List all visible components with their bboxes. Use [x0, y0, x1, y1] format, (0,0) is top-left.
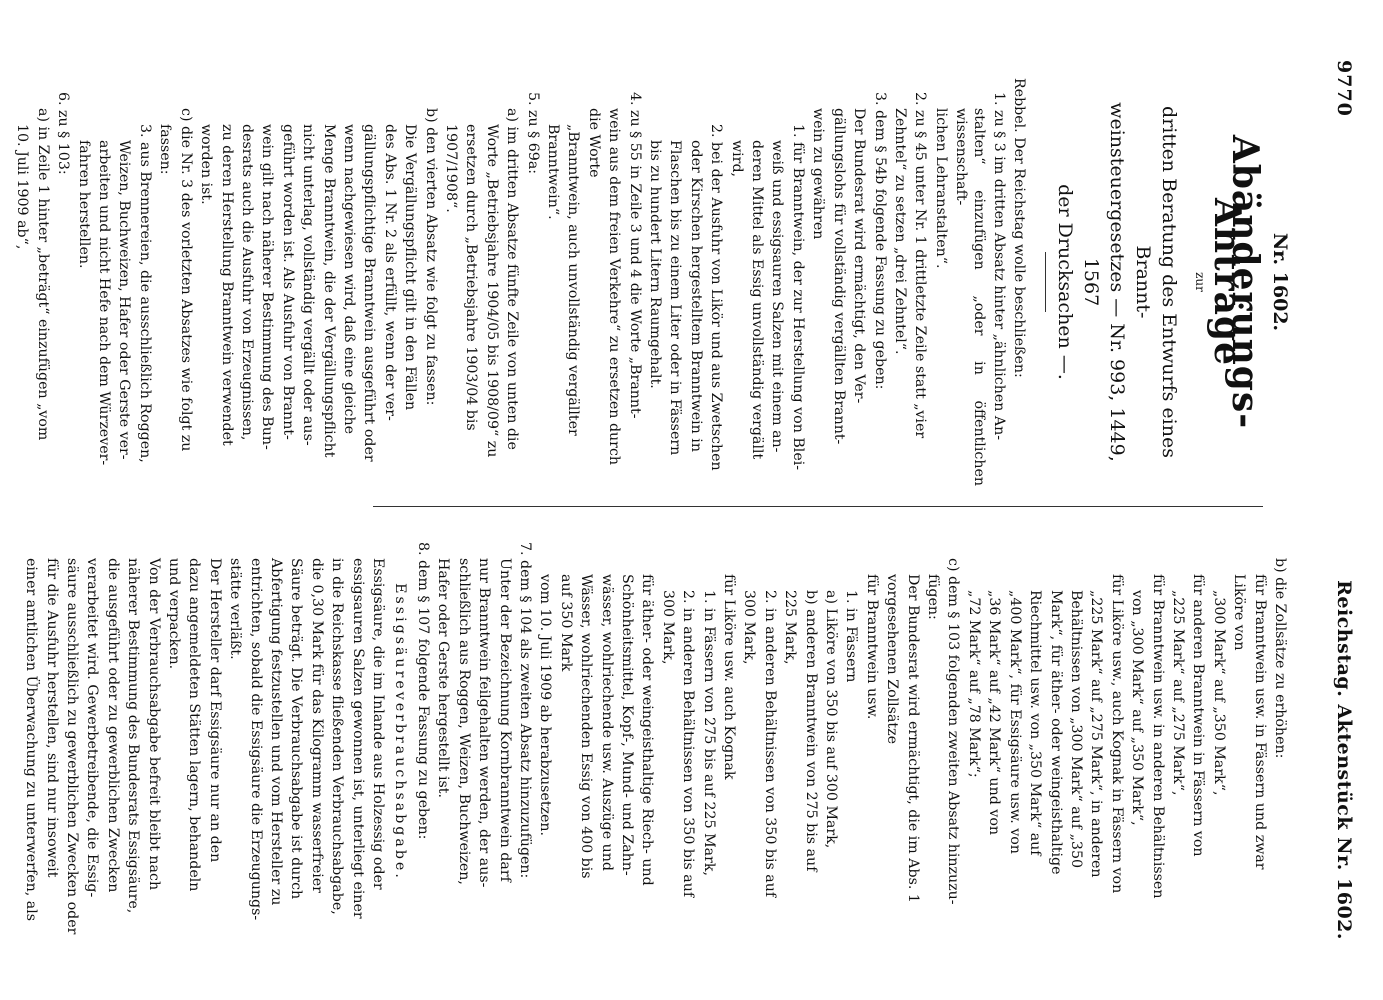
left-text-line: arbeiten und nicht Hefe nach dem Würzever-: [96, 140, 113, 466]
right-text-line: dazu angemeldeten Stätten lagern, behandeln: [186, 558, 203, 892]
title-rule: [1045, 252, 1046, 312]
right-text-line: die ausgeführt oder zu gewerblichen Zwecken: [104, 558, 121, 893]
right-text-line: Liköre von: [1231, 574, 1248, 651]
right-text-line: für anderen Branntwein in Fässern von: [1190, 574, 1207, 857]
right-text-line: verarbeitet wird. Gewerbetreibende, die Essig-: [84, 558, 101, 898]
right-text-line: b) die Zollsätze zu erhöhen:: [1272, 558, 1288, 759]
left-text-line: 2. zu § 45 unter Nr. 1 drittletzte Zeile statt „vier: [912, 92, 929, 439]
right-text-line: entrichten, sobald die Essigsäure die Erzeugungs-: [247, 558, 264, 921]
left-text-line: Menge Branntwein, die der Vergällungspflicht: [320, 124, 337, 458]
right-text-line: für Branntwein usw. in Fässern und zwar: [1251, 574, 1268, 870]
right-text-line: Essigsäureverbrauchsabgabe.: [391, 583, 408, 881]
right-text-line: auf 350 Mark: [557, 574, 574, 672]
right-text-line: Säure beträgt. Die Verbrauchsabgabe ist durch: [288, 558, 305, 900]
right-text-line: Von der Verbrauchsabgabe befreit bleibt nach: [145, 558, 162, 891]
right-text-line: Unter der Bezeichnung Kornbranntwein darf: [496, 558, 513, 882]
right-text-line: stätte verläßt.: [227, 558, 244, 660]
page-number: 9770: [1333, 60, 1355, 117]
title-connector: zur: [1192, 272, 1207, 292]
left-text-line: Der Bundesrat wird ermächtigt, den Ver-: [851, 108, 868, 404]
right-text-line: c) dem § 103 folgenden zweiten Absatz hinzuzu-: [945, 558, 962, 905]
left-text-line: lichen Lehranstalten“.: [932, 108, 949, 269]
left-text-line: wein aus dem freien Verkehre“ zu ersetzen durch: [606, 108, 623, 466]
left-text-line: wird,: [728, 140, 745, 178]
left-text-line: a) in Zeile 1 hinter „beträgt“ einzufügen „vom: [34, 108, 51, 441]
left-text-line: wein gilt nach näherer Bestimmung des Bun-: [259, 124, 276, 450]
subtitle-line-3: der Drucksachen —.: [1054, 184, 1077, 380]
left-text-line: „Branntwein, auch unvollständig vergällter: [565, 124, 582, 436]
right-text-line: 300 Mark,: [659, 590, 676, 665]
left-text-line: 10. Juli 1909 ab“,: [14, 124, 31, 250]
right-text-line: „36 Mark“ auf „42 Mark“ und von: [986, 590, 1003, 835]
right-text-line: Der Hersteller darf Essigsäure nur an den: [206, 558, 223, 863]
left-text-line: fahren herstellen.: [75, 140, 92, 269]
left-text-line: weiß und essigsauren Salzen mit einem an-: [769, 140, 786, 453]
left-text-line: gällungspflichtige Branntwein ausgeführt oder: [361, 124, 378, 462]
right-text-line: 2. in anderen Behältnissen von 350 bis auf: [761, 590, 778, 898]
right-text-line: 1. in Fässern von 275 bis auf 225 Mark,: [700, 590, 717, 876]
right-text-line: nur Branntwein feilgehalten werden, der aus-: [476, 558, 493, 888]
right-text-line: „300 Mark“ auf „350 Mark“,: [1210, 590, 1227, 796]
left-text-line: gällungslohs für vollständig vergällten Brannt-: [830, 108, 847, 445]
right-text-line: Behältnissen von „300 Mark“ auf „350: [1067, 590, 1084, 868]
document-title: Abänderungs-Anträge: [1206, 134, 1266, 430]
left-text-line: 2. bei der Ausfuhr von Likör und aus Zwetschen: [708, 124, 725, 471]
left-text-line: 6. zu § 103:: [55, 92, 72, 175]
page-header: [1325, 60, 1355, 940]
left-text-line: geführt worden ist. Als Ausfuhr von Brannt-: [279, 124, 296, 440]
right-text-line: vorgesehenen Zollsätze: [884, 574, 901, 744]
left-text-line: die Worte: [585, 108, 602, 178]
left-text-line: 4. zu § 55 in Zeile 3 und 4 die Worte „Brannt-: [626, 92, 643, 419]
left-text-line: desrats auch die Ausfuhr von Erzeugnissen,: [238, 124, 255, 441]
right-text-line: Abfertigung festzustellen und vom Hersteller zu: [268, 558, 285, 906]
left-text-line: 1907/1908“.: [443, 124, 459, 213]
left-text-line: ersetzen durch „Betriebsjahre 1903/04 bis: [463, 124, 480, 431]
right-text-line: in die Reichskasse fließenden Verbrauchsabgabe,: [329, 558, 346, 915]
left-text-line: oder Kirschen hergestelltem Branntwein in: [687, 140, 704, 452]
right-text-line: Essigsäure, die im Inlande aus Holzessig oder: [370, 558, 387, 890]
right-text-line: vom 10. Juli 1909 ab herabzusetzen.: [537, 574, 554, 837]
right-text-line: 225 Mark,: [782, 590, 799, 665]
left-text-line: Rebbel. Der Reichstag wolle beschließen:: [1011, 78, 1028, 378]
right-text-line: a) Liköre von 350 bis auf 300 Mark,: [823, 590, 840, 849]
right-text-line: 1. in Fässern: [843, 590, 860, 683]
right-text-line: die 0,30 Mark für das Kilogramm wasserfreier: [308, 558, 325, 893]
left-text-line: Flaschen bis zu einem Liter oder in Fässern: [667, 140, 684, 456]
right-text-line: für Liköre usw., auch Kognak in Fässern von: [1108, 574, 1125, 894]
right-text-line: für Branntwein usw.: [863, 574, 880, 720]
left-text-line: wenn nachgewiesen wird, daß eine gleiche: [340, 124, 357, 434]
right-text-line: b) anderen Branntwein von 275 bis auf: [802, 590, 819, 872]
right-column-text: [22, 528, 1288, 936]
right-text-line: Mark“, für äther- oder weingeisthaltige: [1047, 590, 1064, 875]
right-text-line: von „300 Mark“ auf „350 Mark“,: [1129, 590, 1146, 826]
left-text-line: 3. dem § 54b folgende Fassung zu geben:: [871, 92, 888, 390]
left-text-line: a) im dritten Absatze fünfte Zeile von unten die: [504, 108, 521, 450]
right-column: [19, 528, 1288, 936]
right-text-line: wässer, wohlriechende usw. Auszüge und: [598, 574, 615, 871]
left-text-line: deren Mittel als Essig unvollständig vergällt: [749, 140, 766, 460]
left-text-line: zu deren Herstellung Branntwein verwendet: [218, 124, 235, 446]
right-text-line: für Liköre usw. auch Kognak: [721, 574, 738, 780]
right-text-line: säure ausschließlich zu gewerblichen Zwecken oder: [64, 558, 81, 935]
left-text-line: b) den vierten Absatz wie folgt zu fassen:: [422, 108, 439, 406]
left-text-line: 3. aus Brennereien, die ausschließlich Roggen,: [136, 124, 153, 463]
right-text-line: schließlich aus Roggen, Weizen, Buchweizen,: [455, 558, 472, 885]
right-text-line: Riechmittel usw. von „350 Mark“ auf: [1027, 590, 1044, 856]
document-number: Nr. 1602.: [1269, 232, 1291, 332]
right-text-line: fügen:: [925, 574, 942, 620]
right-text-line: Wässer, wohlriechenden Essig von 400 bis: [578, 574, 595, 879]
right-text-line: „400 Mark“, für Essigsäure usw. von: [1006, 590, 1023, 854]
left-text-line: worden ist.: [198, 124, 215, 205]
right-text-line: 2. in anderen Behältnissen von 350 bis auf: [680, 590, 697, 898]
left-text-line: 5. zu § 69a:: [524, 92, 541, 175]
left-text-line: 1. zu § 3 im dritten Absatz hinter „ähnlichen An-: [990, 92, 1007, 441]
right-text-line: 8. dem § 107 folgende Fassung zu geben:: [414, 542, 431, 840]
right-text-line: und verpacken.: [166, 558, 183, 670]
right-text-line: für äther- oder weingeisthaltige Riech- und: [639, 574, 656, 886]
right-text-line: einer amtlichen Überwachung zu unterwerfen, als: [23, 558, 40, 922]
column-divider: [373, 506, 1263, 507]
left-text-line: Zehntel“ zu setzen „drei Zehntel“.: [891, 108, 908, 355]
left-text-line: Worte „Betriebsjahre 1904/05 bis 1908/09“ zu: [483, 124, 500, 458]
subtitle-line-2: weinsteuergesetzes — Nr. 993, 1449, 1567: [1080, 102, 1129, 462]
right-text-line: Schönheitsmittel, Kopf-, Mund- und Zahn-: [619, 574, 635, 876]
left-text-line: des Abs. 1 Nr. 2 als erfüllt, wenn der ver-: [381, 124, 398, 421]
right-text-line: „225 Mark“ auf „275 Mark“,: [1169, 590, 1186, 796]
right-text-line: näherer Bestimmung des Bundesrats Essigsäure,: [125, 558, 142, 914]
left-text-line: fassen:: [157, 124, 174, 175]
right-text-line: Der Bundesrat wird ermächtigt, die im Abs. 1: [904, 574, 921, 903]
right-text-line: essigsauren Salzen gewonnen ist, unterliegt einer: [349, 558, 366, 919]
left-text-line: c) die Nr. 3 des vorletzten Absatzes wie folgt zu: [177, 108, 194, 452]
left-text-line: nicht unterlag, vollständig vergällt oder aus-: [300, 124, 317, 446]
left-text-line: stalten“ einzufügen „oder in öffentlichen wissenschaft-: [953, 108, 987, 486]
left-text-line: Branntwein“.: [545, 124, 562, 220]
right-text-line: Hafer oder Gerste hergestellt ist.: [435, 558, 452, 798]
right-text-line: 300 Mark,: [741, 590, 758, 665]
right-text-line: 7. dem § 104 als zweiten Absatz hinzuzufügen:: [516, 542, 533, 879]
right-text-line: für Branntwein usw. in anderen Behältnissen: [1149, 574, 1166, 899]
right-text-line: „225 Mark“ auf „275 Mark“, in anderen: [1088, 590, 1105, 878]
right-text-line: für die Ausfuhr herstellen, sind nur insoweit: [43, 558, 60, 878]
right-text-line: „72 Mark“ auf „78 Mark“;: [965, 590, 982, 778]
title-subtitle: [1052, 78, 1182, 486]
subtitle-line-1: dritten Beratung des Entwurfs eines Brannt-: [1132, 106, 1181, 458]
left-text-line: Die Vergällungspflicht gilt in den Fällen: [402, 124, 419, 411]
left-text-line: wein zu gewähren: [810, 108, 827, 240]
left-text-line: bis zu hundert Litern Raumgehalt.: [647, 140, 664, 389]
left-text-line: Weizen, Buchweizen, Hafer oder Gerste ver-: [116, 140, 133, 460]
running-head: Reichstag. Aktenstück Nr. 1602.: [1333, 580, 1355, 940]
left-text-line: 1. für Branntwein, der zur Herstellung von Blei-: [789, 124, 806, 471]
left-column-text: [13, 78, 1027, 486]
left-column: [10, 78, 1291, 486]
